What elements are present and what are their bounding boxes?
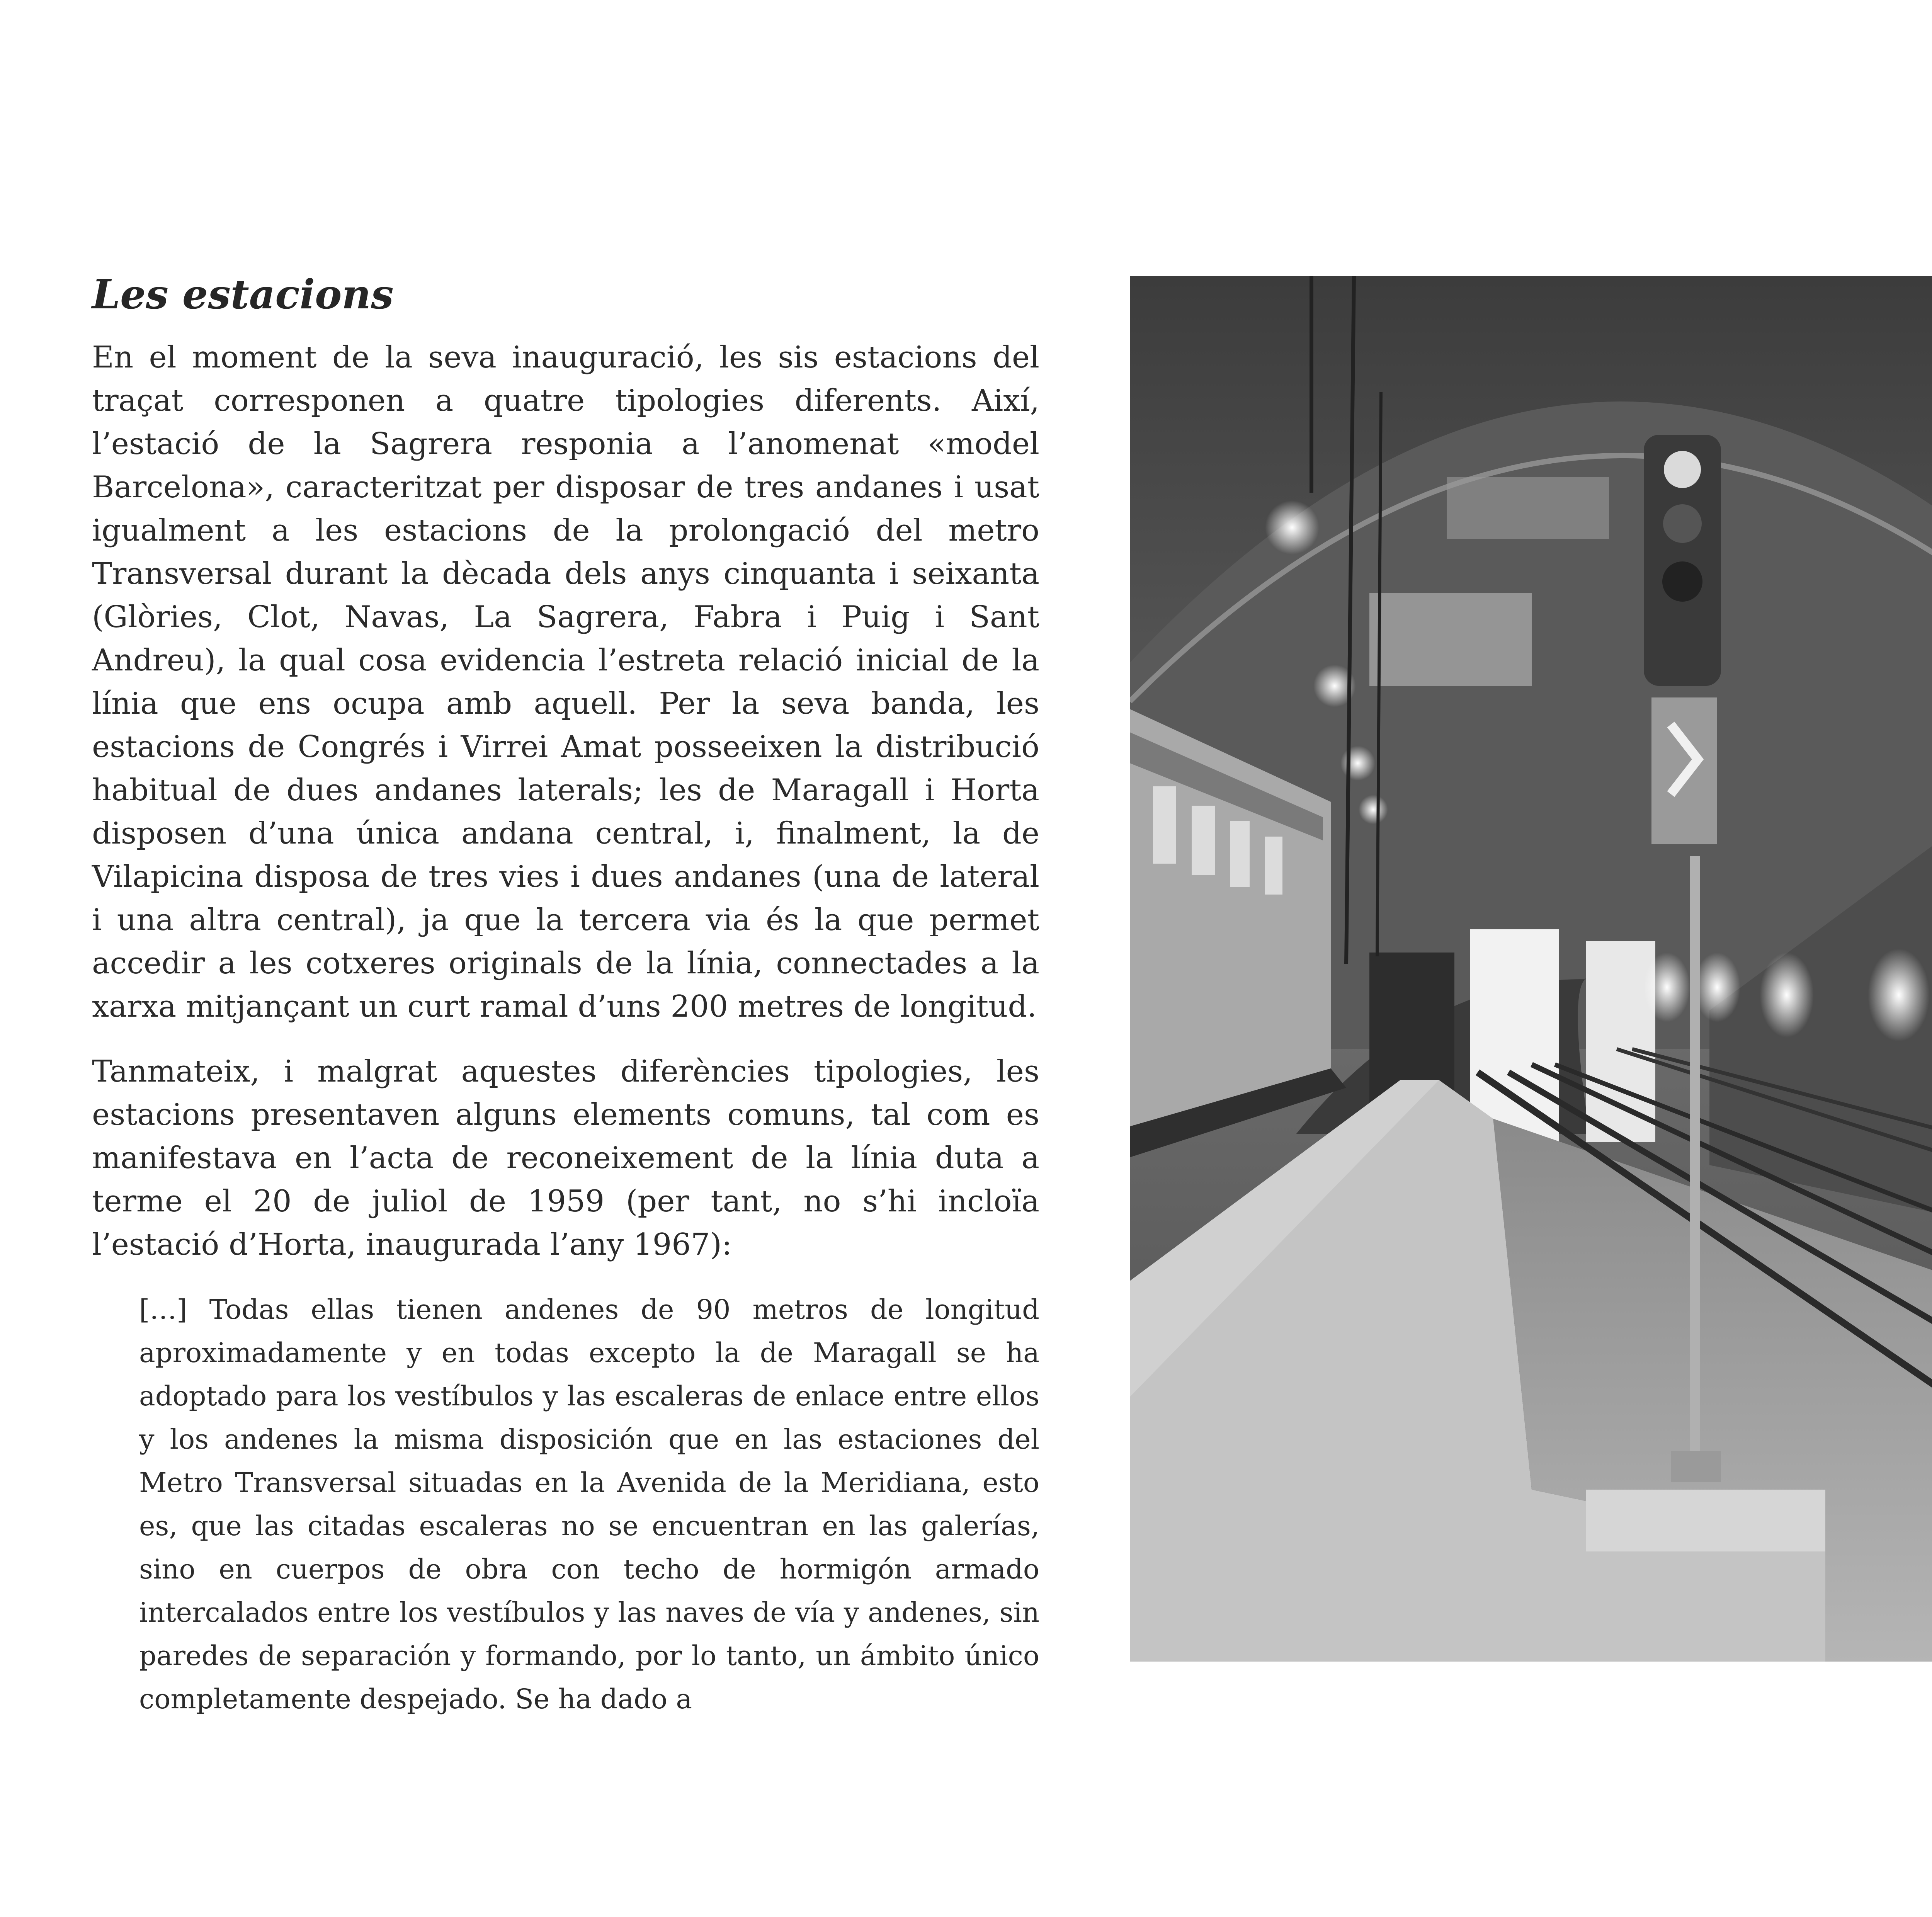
tunnel-photo	[1130, 276, 1932, 1662]
paragraph: Tanmateix, i malgrat aquestes diferències tipologies, les estacions presentaven alguns elements comuns, tal com es manifestava en l’acta de reconeixement de la línia duta a terme el 20 de juliol de 1959 (per tant, no s’hi incloïa l’estació d’Horta, inaugurada l’any 1967):	[92, 1054, 1039, 1262]
tunnel-photo-illustration	[1130, 276, 1932, 1662]
main-text-column	[92, 270, 1039, 1721]
section-title: Les estacions	[92, 270, 394, 318]
block-quote: […] Todas ellas tienen andenes de 90 metros de longitud aproximadamente y en todas excepto la de Maragall se ha adoptado para los vestíbulos y las escaleras de enlace entre ellos y los andenes la misma disposición que en las estaciones del Metro Transversal situadas en la Avenida de la Meridiana, esto es, que las citadas escaleras no se encuentran en las galerías, sino en cuerpos de obra con techo de hormigón armado intercalados entre los vestíbulos y las naves de vía y andenes, sin paredes de separación y formando, por lo tanto, un ámbito único completamente despejado. Se ha dado a	[139, 1293, 1039, 1715]
paragraph: En el moment de la seva inauguració, les sis estacions del traçat corresponen a quatre tipologies diferents. Així, l’estació de la Sagrera responia a l’anomenat «model Barcelona», caracteritzat per disposar de tres andanes i usat igualment a les estacions de la prolongació del metro Transversal durant la dècada dels anys cinquanta i seixanta (Glòries, Clot, Navas, La Sagrera, Fabra i Puig i Sant Andreu), la qual cosa evidencia l’estreta relació inicial de la línia que ens ocupa amb aquell. Per la seva banda, les estacions de Congrés i Virrei Amat posseeixen la distribució habitual de dues andanes laterals; les de Maragall i Horta disposen d’una única andana central, i, finalment, la de Vilapicina disposa de tres vies i dues andanes (una de lateral i una altra central), ja que la tercera via és la que permet accedir a les cotxeres originals de la línia, connectades a la xarxa mitjançant un curt ramal d’uns 200 metres de longitud.	[92, 340, 1039, 1024]
